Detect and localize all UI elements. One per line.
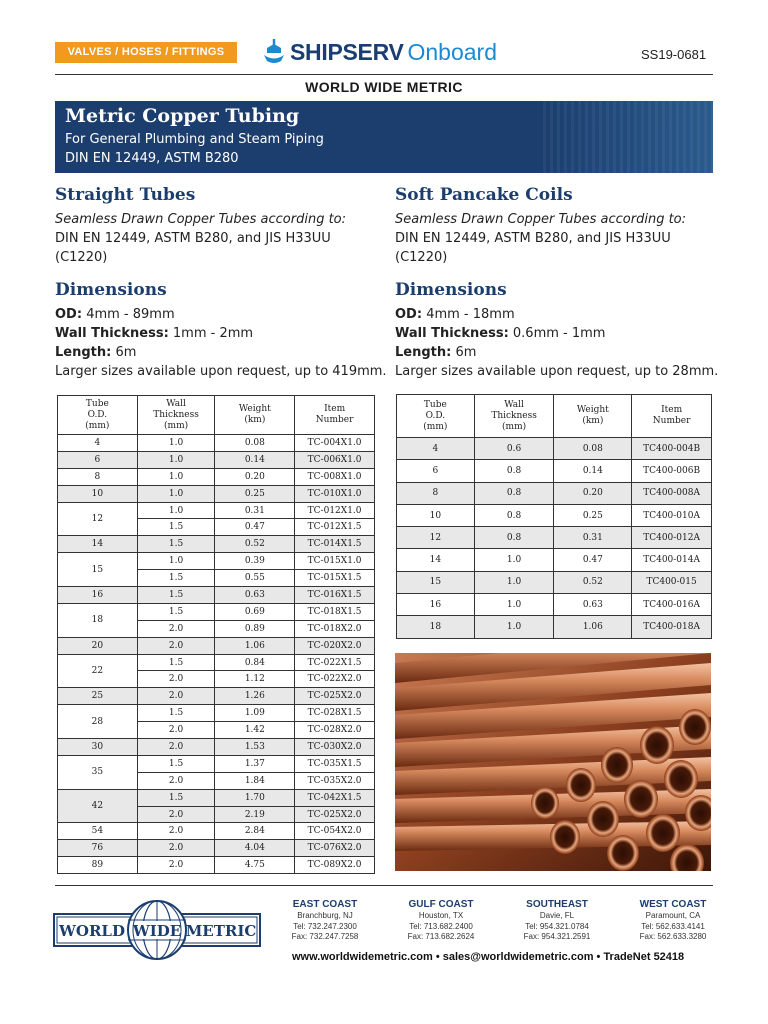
weight-cell: 0.14	[554, 460, 632, 482]
od-cell: 42	[58, 789, 138, 823]
od-cell: 35	[58, 755, 138, 789]
item-cell: TC-042X1.5	[295, 789, 375, 806]
od-cell: 6	[58, 451, 138, 468]
pancake-coils-section	[395, 180, 719, 381]
banner-standards: DIN EN 12449, ASTM B280	[65, 151, 239, 166]
office-fax: Fax: 562.633.3280	[639, 932, 707, 941]
od-cell: 76	[58, 840, 138, 857]
brand-name: SHIPSERV	[290, 38, 404, 65]
weight-cell: 1.06	[554, 616, 632, 638]
wall-cell: 2.0	[137, 840, 215, 857]
size-note: Larger sizes available upon request, up to 28mm.	[395, 364, 719, 379]
od-cell: 16	[397, 594, 475, 616]
globe-logo-icon	[53, 900, 261, 960]
item-cell: TC400-012A	[632, 527, 712, 549]
wall-cell: 1.0	[137, 553, 215, 570]
table-row	[58, 587, 375, 604]
col-header-item: Item Number	[295, 396, 375, 435]
item-cell: TC400-018A	[632, 616, 712, 638]
od-spec	[55, 305, 375, 324]
col-header-weight: Weight (km)	[554, 395, 632, 438]
item-cell: TC-010X1.0	[295, 485, 375, 502]
od-cell: 4	[58, 435, 138, 452]
od-cell: 22	[58, 654, 138, 688]
item-cell: TC-018X2.0	[295, 620, 375, 637]
wall-cell: 1.5	[137, 705, 215, 722]
wall-cell: 1.0	[474, 616, 554, 638]
weight-cell: 0.47	[215, 519, 295, 536]
table-row	[397, 616, 712, 638]
office-tel: Tel: 732.247.2300	[293, 921, 357, 931]
office-name: EAST COAST	[292, 899, 358, 910]
footer-rule	[55, 885, 713, 886]
wall-cell: 1.5	[137, 536, 215, 553]
item-cell: TC-028X2.0	[295, 722, 375, 739]
table-row	[58, 688, 375, 705]
weight-cell: 0.47	[554, 549, 632, 571]
table-row	[58, 789, 375, 806]
wall-cell: 0.8	[474, 460, 554, 482]
wall-cell: 2.0	[137, 823, 215, 840]
od-cell: 12	[397, 527, 475, 549]
wall-cell: 1.0	[474, 549, 554, 571]
title-banner	[55, 101, 713, 173]
length-spec	[395, 343, 715, 362]
od-cell: 54	[58, 823, 138, 840]
weight-cell: 0.31	[215, 502, 295, 519]
item-cell: TC-012X1.5	[295, 519, 375, 536]
weight-cell: 0.84	[215, 654, 295, 671]
wall-cell: 1.0	[137, 435, 215, 452]
office-gulf-coast	[386, 898, 496, 943]
wall-cell: 0.8	[474, 504, 554, 526]
weight-cell: 0.08	[215, 435, 295, 452]
wall-cell: 2.0	[137, 806, 215, 823]
table-row	[58, 485, 375, 502]
wall-cell: 1.0	[474, 594, 554, 616]
table-row	[58, 823, 375, 840]
item-cell: TC-018X1.5	[295, 603, 375, 620]
table-row	[58, 553, 375, 570]
wall-value: 0.6mm - 1mm	[512, 326, 606, 341]
item-cell: TC-020X2.0	[295, 637, 375, 654]
table-row	[58, 755, 375, 772]
office-city: Paramount, CA	[645, 911, 701, 920]
wall-cell: 1.0	[474, 571, 554, 593]
table-header-row	[397, 395, 712, 438]
weight-cell: 4.75	[215, 857, 295, 874]
office-tel: Tel: 713.682.2400	[409, 921, 473, 931]
table-row	[58, 468, 375, 485]
col-header-wall: Wall Thickness (mm)	[137, 396, 215, 435]
col-header-od: Tube O.D. (mm)	[58, 396, 138, 435]
weight-cell: 0.55	[215, 570, 295, 587]
table-row	[58, 435, 375, 452]
section-heading: Soft Pancake Coils	[395, 185, 573, 205]
od-cell: 30	[58, 739, 138, 756]
weight-cell: 2.19	[215, 806, 295, 823]
office-name: SOUTHEAST	[526, 899, 588, 910]
weight-cell: 0.63	[554, 594, 632, 616]
wall-cell: 1.0	[137, 502, 215, 519]
wall-cell: 1.5	[137, 755, 215, 772]
office-east-coast	[270, 898, 380, 943]
table-row	[58, 654, 375, 671]
item-cell: TC-030X2.0	[295, 739, 375, 756]
weight-cell: 1.26	[215, 688, 295, 705]
weight-cell: 0.52	[554, 571, 632, 593]
col-header-od: Tube O.D. (mm)	[397, 395, 475, 438]
wall-cell: 2.0	[137, 637, 215, 654]
item-cell: TC-025X2.0	[295, 806, 375, 823]
office-city: Branchburg, NJ	[297, 911, 353, 920]
brand-suffix: Onboard	[407, 38, 498, 65]
item-cell: TC-006X1.0	[295, 451, 375, 468]
page-title: Metric Copper Tubing	[65, 105, 300, 127]
od-cell: 18	[397, 616, 475, 638]
wall-cell: 1.5	[137, 587, 215, 604]
item-cell: TC-012X1.0	[295, 502, 375, 519]
standards-intro: Seamless Drawn Copper Tubes according to:	[395, 212, 687, 227]
od-cell: 8	[397, 482, 475, 504]
weight-cell: 1.37	[215, 755, 295, 772]
banner-pattern	[543, 101, 713, 173]
od-cell: 10	[58, 485, 138, 502]
od-label: OD:	[395, 307, 423, 322]
ship-icon	[262, 38, 286, 66]
company-name: WORLD WIDE METRIC	[305, 79, 463, 95]
table-row	[397, 571, 712, 593]
table-row	[397, 504, 712, 526]
document-code: SS19-0681	[641, 47, 707, 62]
weight-cell: 0.25	[554, 504, 632, 526]
wall-cell: 2.0	[137, 688, 215, 705]
item-cell: TC-004X1.0	[295, 435, 375, 452]
item-cell: TC-014X1.5	[295, 536, 375, 553]
od-cell: 15	[58, 553, 138, 587]
wall-cell: 1.5	[137, 603, 215, 620]
od-label: OD:	[55, 307, 83, 322]
item-cell: TC-008X1.0	[295, 468, 375, 485]
contact-line: www.worldwidemetric.com • sales@worldwidemetric.com • TradeNet 52418	[292, 951, 685, 963]
weight-cell: 0.14	[215, 451, 295, 468]
banner-subtitle: For General Plumbing and Steam Piping	[65, 132, 324, 147]
world-wide-metric-logo	[53, 900, 261, 960]
od-value: 4mm - 89mm	[86, 307, 175, 322]
weight-cell: 2.84	[215, 823, 295, 840]
wall-cell: 0.8	[474, 482, 554, 504]
weight-cell: 0.25	[215, 485, 295, 502]
table-row	[397, 549, 712, 571]
office-tel: Tel: 954.321.0784	[525, 921, 589, 931]
wall-label: Wall Thickness:	[55, 326, 169, 341]
wall-cell: 0.6	[474, 438, 554, 460]
table-row	[397, 460, 712, 482]
office-fax: Fax: 954.321.2591	[523, 932, 591, 941]
item-cell: TC400-014A	[632, 549, 712, 571]
weight-cell: 0.08	[554, 438, 632, 460]
logo-word-metric: METRIC	[185, 922, 257, 940]
table-row	[58, 451, 375, 468]
weight-cell: 0.89	[215, 620, 295, 637]
logo-word-world: WORLD	[59, 922, 125, 940]
wall-cell: 1.0	[137, 451, 215, 468]
wall-cell: 0.8	[474, 527, 554, 549]
od-cell: 10	[397, 504, 475, 526]
office-city: Houston, TX	[418, 911, 464, 920]
shipserv-logo	[262, 34, 497, 70]
wall-cell: 2.0	[137, 620, 215, 637]
office-west-coast	[618, 898, 728, 943]
od-cell: 8	[58, 468, 138, 485]
wall-cell: 2.0	[137, 739, 215, 756]
office-city: Davie, FL	[539, 911, 575, 920]
od-cell: 25	[58, 688, 138, 705]
office-fax: Fax: 713.682.2624	[407, 932, 475, 941]
size-note: Larger sizes available upon request, up to 419mm.	[55, 364, 387, 379]
wall-cell: 1.5	[137, 654, 215, 671]
od-cell: 20	[58, 637, 138, 654]
weight-cell: 1.42	[215, 722, 295, 739]
standards-line: DIN EN 12449, ASTM B280, and JIS H33UU	[55, 231, 331, 246]
od-cell: 14	[58, 536, 138, 553]
straight-tubes-section	[55, 180, 387, 381]
office-tel: Tel: 562.633.4141	[641, 921, 705, 931]
item-cell: TC-054X2.0	[295, 823, 375, 840]
item-cell: TC400-008A	[632, 482, 712, 504]
table-row	[58, 739, 375, 756]
standards-line: DIN EN 12449, ASTM B280, and JIS H33UU	[395, 231, 671, 246]
wall-cell: 2.0	[137, 857, 215, 874]
standards-grade: (C1220)	[395, 250, 448, 265]
wall-cell: 1.5	[137, 789, 215, 806]
standards-grade: (C1220)	[55, 250, 108, 265]
weight-cell: 1.84	[215, 772, 295, 789]
weight-cell: 4.04	[215, 840, 295, 857]
standards-intro: Seamless Drawn Copper Tubes according to:	[55, 212, 347, 227]
weight-cell: 1.70	[215, 789, 295, 806]
item-cell: TC400-016A	[632, 594, 712, 616]
weight-cell: 0.20	[215, 468, 295, 485]
wall-value: 1mm - 2mm	[172, 326, 254, 341]
dimensions-heading: Dimensions	[395, 280, 507, 300]
pancake-coils-table	[396, 394, 712, 639]
straight-tubes-table	[57, 395, 375, 874]
office-name: GULF COAST	[408, 899, 474, 910]
office-name: WEST COAST	[639, 899, 707, 910]
table-row	[58, 857, 375, 874]
table-row	[58, 603, 375, 620]
weight-cell: 0.20	[554, 482, 632, 504]
category-tag: VALVES / HOSES / FITTINGS	[55, 42, 237, 63]
table-row	[58, 502, 375, 519]
table-row	[58, 637, 375, 654]
item-cell: TC-022X2.0	[295, 671, 375, 688]
weight-cell: 0.63	[215, 587, 295, 604]
od-cell: 6	[397, 460, 475, 482]
od-cell: 16	[58, 587, 138, 604]
weight-cell: 0.52	[215, 536, 295, 553]
item-cell: TC-076X2.0	[295, 840, 375, 857]
od-value: 4mm - 18mm	[426, 307, 515, 322]
wall-label: Wall Thickness:	[395, 326, 509, 341]
copper-tubes-image	[395, 653, 711, 871]
item-cell: TC-022X1.5	[295, 654, 375, 671]
table-row	[397, 482, 712, 504]
table-row	[58, 705, 375, 722]
office-southeast	[502, 898, 612, 943]
item-cell: TC400-006B	[632, 460, 712, 482]
table-row	[58, 536, 375, 553]
section-heading: Straight Tubes	[55, 185, 196, 205]
wall-spec	[55, 324, 375, 343]
wall-cell: 2.0	[137, 722, 215, 739]
od-cell: 4	[397, 438, 475, 460]
od-cell: 15	[397, 571, 475, 593]
wall-cell: 1.0	[137, 485, 215, 502]
wall-cell: 1.5	[137, 570, 215, 587]
col-header-weight: Weight (km)	[215, 396, 295, 435]
weight-cell: 0.31	[554, 527, 632, 549]
header	[0, 0, 768, 78]
od-cell: 12	[58, 502, 138, 536]
wall-cell: 2.0	[137, 671, 215, 688]
item-cell: TC400-004B	[632, 438, 712, 460]
table-row	[397, 594, 712, 616]
weight-cell: 1.06	[215, 637, 295, 654]
length-value: 6m	[455, 345, 477, 360]
weight-cell: 0.39	[215, 553, 295, 570]
item-cell: TC400-015	[632, 571, 712, 593]
weight-cell: 1.09	[215, 705, 295, 722]
weight-cell: 1.53	[215, 739, 295, 756]
table-row	[397, 438, 712, 460]
item-cell: TC-015X1.5	[295, 570, 375, 587]
wall-spec	[395, 324, 715, 343]
wall-cell: 1.5	[137, 519, 215, 536]
header-rule	[55, 74, 713, 75]
logo-word-wide: WIDE	[132, 922, 182, 940]
weight-cell: 1.12	[215, 671, 295, 688]
length-label: Length:	[395, 345, 452, 360]
office-fax: Fax: 732.247.7258	[291, 932, 359, 941]
od-cell: 28	[58, 705, 138, 739]
od-spec	[395, 305, 715, 324]
item-cell: TC-035X1.5	[295, 755, 375, 772]
length-spec	[55, 343, 375, 362]
item-cell: TC-025X2.0	[295, 688, 375, 705]
od-cell: 14	[397, 549, 475, 571]
item-cell: TC-089X2.0	[295, 857, 375, 874]
col-header-wall: Wall Thickness (mm)	[474, 395, 554, 438]
item-cell: TC400-010A	[632, 504, 712, 526]
od-cell: 18	[58, 603, 138, 637]
wall-cell: 2.0	[137, 772, 215, 789]
table-header-row	[58, 396, 375, 435]
item-cell: TC-015X1.0	[295, 553, 375, 570]
length-value: 6m	[115, 345, 137, 360]
item-cell: TC-016X1.5	[295, 587, 375, 604]
copper-tubes-photo	[395, 653, 711, 871]
length-label: Length:	[55, 345, 112, 360]
dimensions-heading: Dimensions	[55, 280, 167, 300]
od-cell: 89	[58, 857, 138, 874]
table-row	[397, 527, 712, 549]
weight-cell: 0.69	[215, 603, 295, 620]
wall-cell: 1.0	[137, 468, 215, 485]
col-header-item: Item Number	[632, 395, 712, 438]
item-cell: TC-028X1.5	[295, 705, 375, 722]
table-row	[58, 840, 375, 857]
item-cell: TC-035X2.0	[295, 772, 375, 789]
